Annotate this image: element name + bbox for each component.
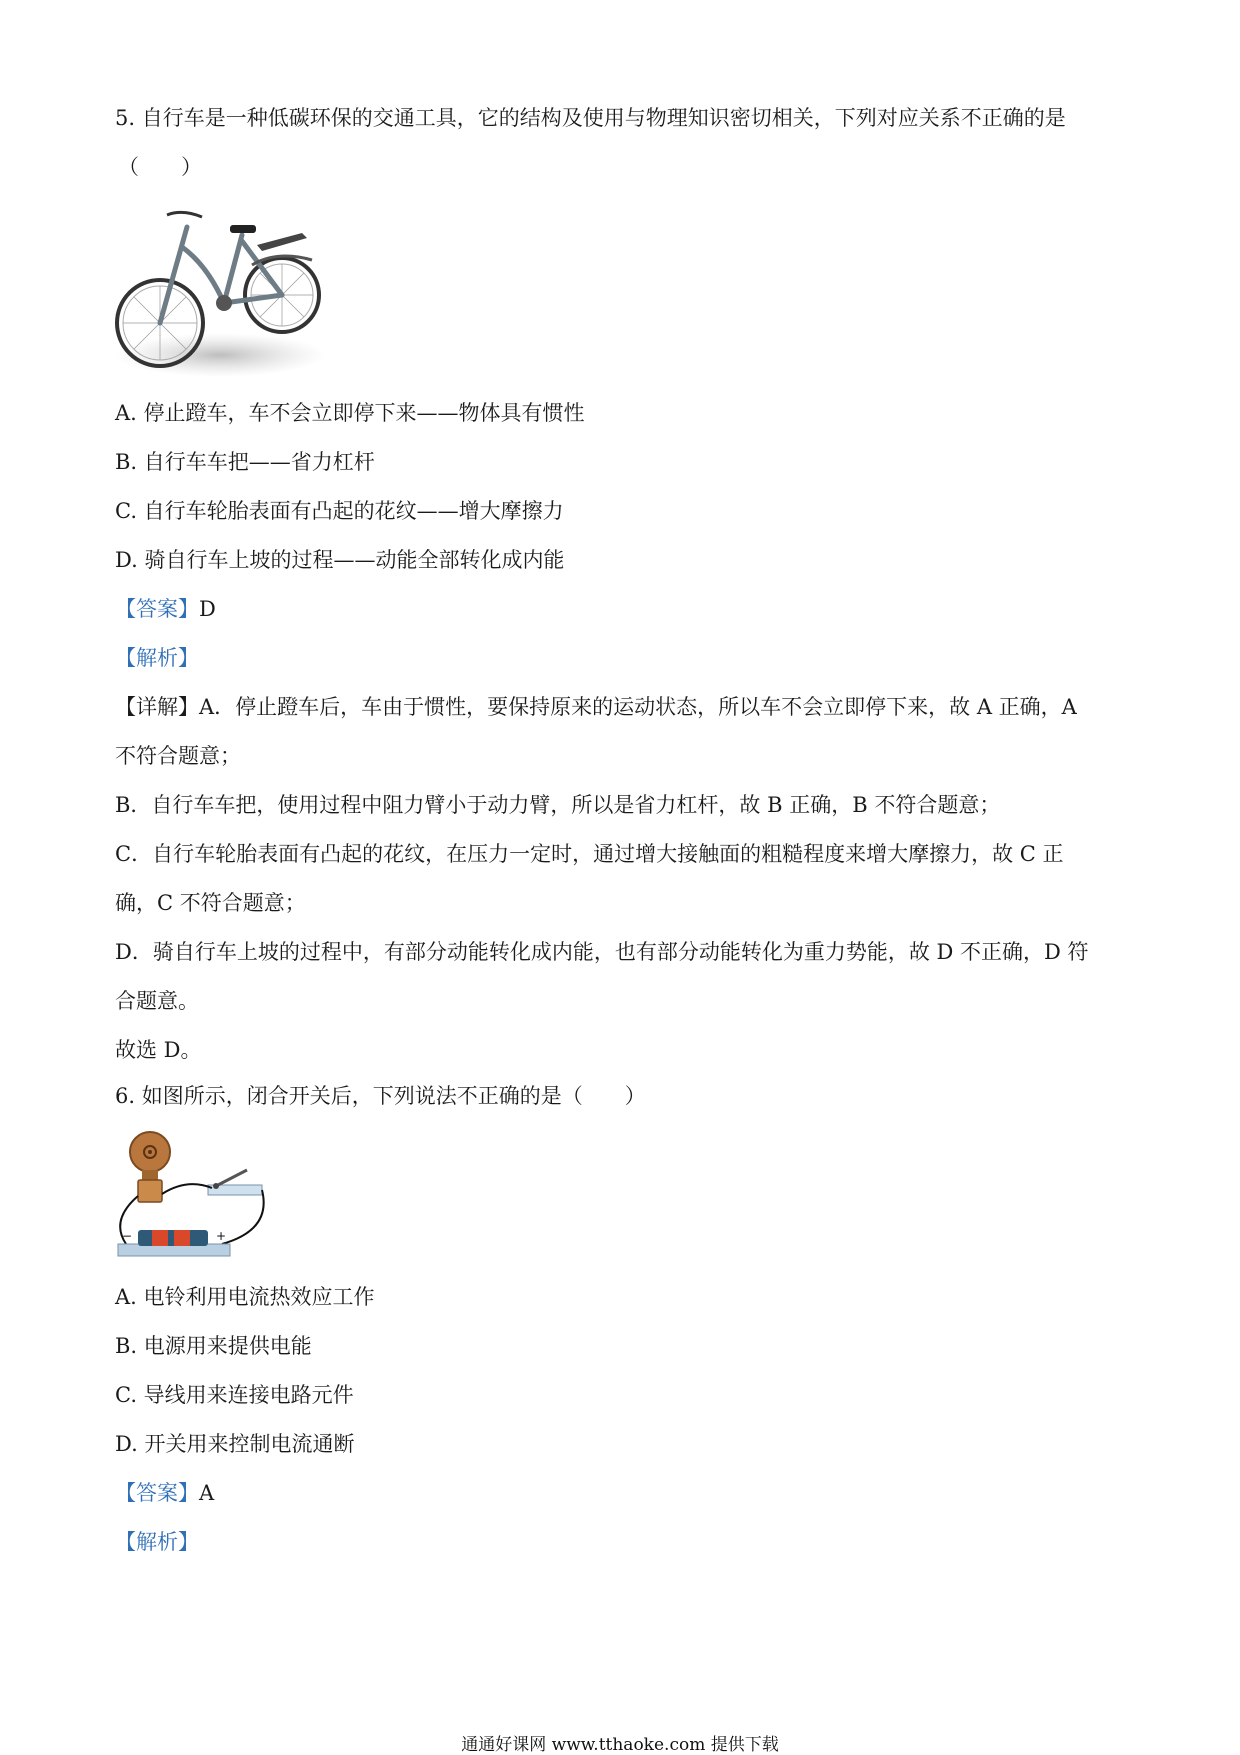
q5-option-c: C. 自行车轮胎表面有凸起的花纹——增大摩擦力	[115, 499, 564, 523]
page-footer: 通通好课网 www.tthaoke.com 提供下载	[461, 1735, 779, 1755]
q5-option-d: D. 骑自行车上坡的过程——动能全部转化成内能	[115, 548, 565, 572]
svg-text:+: +	[216, 1229, 227, 1243]
q5-analysis-tag: 【解析】	[115, 646, 199, 670]
q5-stem-line1: 5. 自行车是一种低碳环保的交通工具，它的结构及使用与物理知识密切相关，下列对应关系不正确的是	[115, 106, 1066, 130]
q6-option-c: C. 导线用来连接电路元件	[115, 1383, 354, 1407]
q5-detail-tag: 【详解】	[115, 695, 199, 719]
q5-detail-line5: 确，C 不符合题意；	[115, 891, 306, 915]
q5-answer-tag: 【答案】	[115, 597, 199, 621]
q5-option-b: B. 自行车车把——省力杠杆	[115, 450, 375, 474]
q6-answer	[115, 1478, 214, 1508]
q6-analysis-tag: 【解析】	[115, 1530, 199, 1554]
q5-detail-line4: C．自行车轮胎表面有凸起的花纹，在压力一定时，通过增大接触面的粗糙程度来增大摩擦力，故 C 正	[115, 842, 1064, 866]
bicycle-image	[112, 205, 328, 377]
q6-option-d: D. 开关用来控制电流通断	[115, 1432, 355, 1456]
q5-detail-line6: D．骑自行车上坡的过程中，有部分动能转化成内能，也有部分动能转化为重力势能，故 D 不正确，D 符	[115, 940, 1089, 964]
q6-option-a: A. 电铃利用电流热效应工作	[115, 1285, 375, 1309]
circuit-image	[112, 1130, 268, 1270]
q5-detail-line1: 【详解】A．停止蹬车后，车由于惯性，要保持原来的运动状态，所以车不会立即停下来，故 A 正确，A	[115, 695, 1077, 719]
q5-detail-line3: B．自行车车把，使用过程中阻力臂小于动力臂，所以是省力杠杆，故 B 正确，B 不符合题意；	[115, 793, 1001, 817]
q5-stem-line2: （ ）	[118, 155, 202, 179]
q5-option-a: A. 停止蹬车，车不会立即停下来——物体具有惯性	[115, 401, 585, 425]
q5-detail-line7: 合题意。	[115, 989, 199, 1013]
q5-detail-line2: 不符合题意；	[115, 744, 241, 768]
q6-answer-value: A	[199, 1481, 215, 1505]
q6-answer-tag: 【答案】	[115, 1481, 199, 1505]
q5-conclusion: 故选 D。	[115, 1038, 202, 1062]
q6-stem: 6. 如图所示，闭合开关后，下列说法不正确的是（ ）	[115, 1084, 646, 1108]
q5-answer	[115, 594, 216, 624]
q5-answer-value: D	[199, 597, 216, 621]
svg-text:−: −	[122, 1229, 133, 1243]
q6-option-b: B. 电源用来提供电能	[115, 1334, 312, 1358]
